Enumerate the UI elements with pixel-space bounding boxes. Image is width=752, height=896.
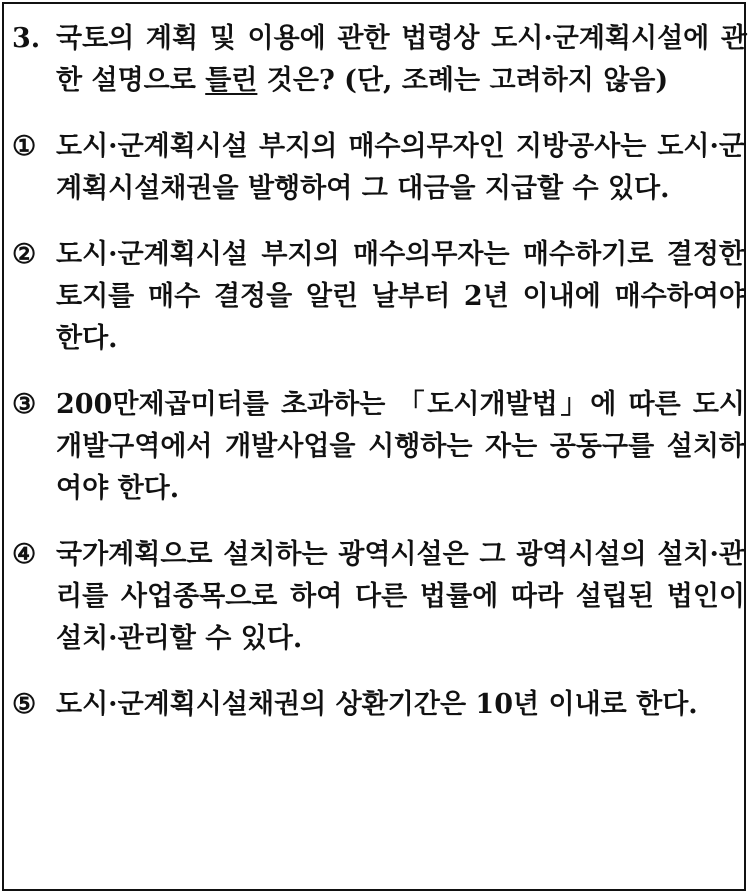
stem-underlined-word: 틀린	[205, 65, 258, 96]
stem-after: 것은? (단, 조례는 고려하지 않음)	[257, 65, 669, 96]
option-text: 도시·군계획시설 부지의 매수의무자인 지방공사는 도시·군계획시설채권을 발행하여 그 대금을 지급할 수 있다.	[56, 131, 745, 204]
question-stem	[12, 18, 747, 102]
option-text: 도시·군계획시설 부지의 매수의무자는 매수하기로 결정한 토지를 매수 결정을 알린 날부터 2년 이내에 매수하여야 한다.	[56, 239, 745, 354]
option-marker: ①	[12, 131, 37, 162]
option-2[interactable]	[12, 234, 747, 360]
option-marker: ⑤	[12, 689, 37, 720]
option-1[interactable]	[12, 126, 747, 210]
option-marker: ④	[12, 539, 37, 570]
question-box	[2, 2, 746, 891]
option-4[interactable]	[12, 534, 747, 660]
option-marker: ②	[12, 239, 37, 270]
option-marker: ③	[12, 389, 37, 420]
option-text: 도시·군계획시설채권의 상환기간은 10년 이내로 한다.	[56, 689, 698, 720]
question-text	[56, 18, 747, 102]
option-text: 국가계획으로 설치하는 광역시설은 그 광역시설의 설치·관리를 사업종목으로 하여 다른 법률에 따라 설립된 법인이 설치·관리할 수 있다.	[56, 539, 745, 654]
question	[12, 18, 747, 726]
option-text: 200만제곱미터를 초과하는 「도시개발법」에 따른 도시개발구역에서 개발사업을 시행하는 자는 공동구를 설치하여야 한다.	[56, 389, 745, 504]
stem-before: 국토의 계획 및 이용에 관한 법령상 도시·군계획시설에 관한 설명으로	[56, 23, 747, 96]
option-5[interactable]	[12, 684, 747, 726]
option-3[interactable]	[12, 384, 747, 510]
question-number: 3.	[12, 23, 41, 54]
